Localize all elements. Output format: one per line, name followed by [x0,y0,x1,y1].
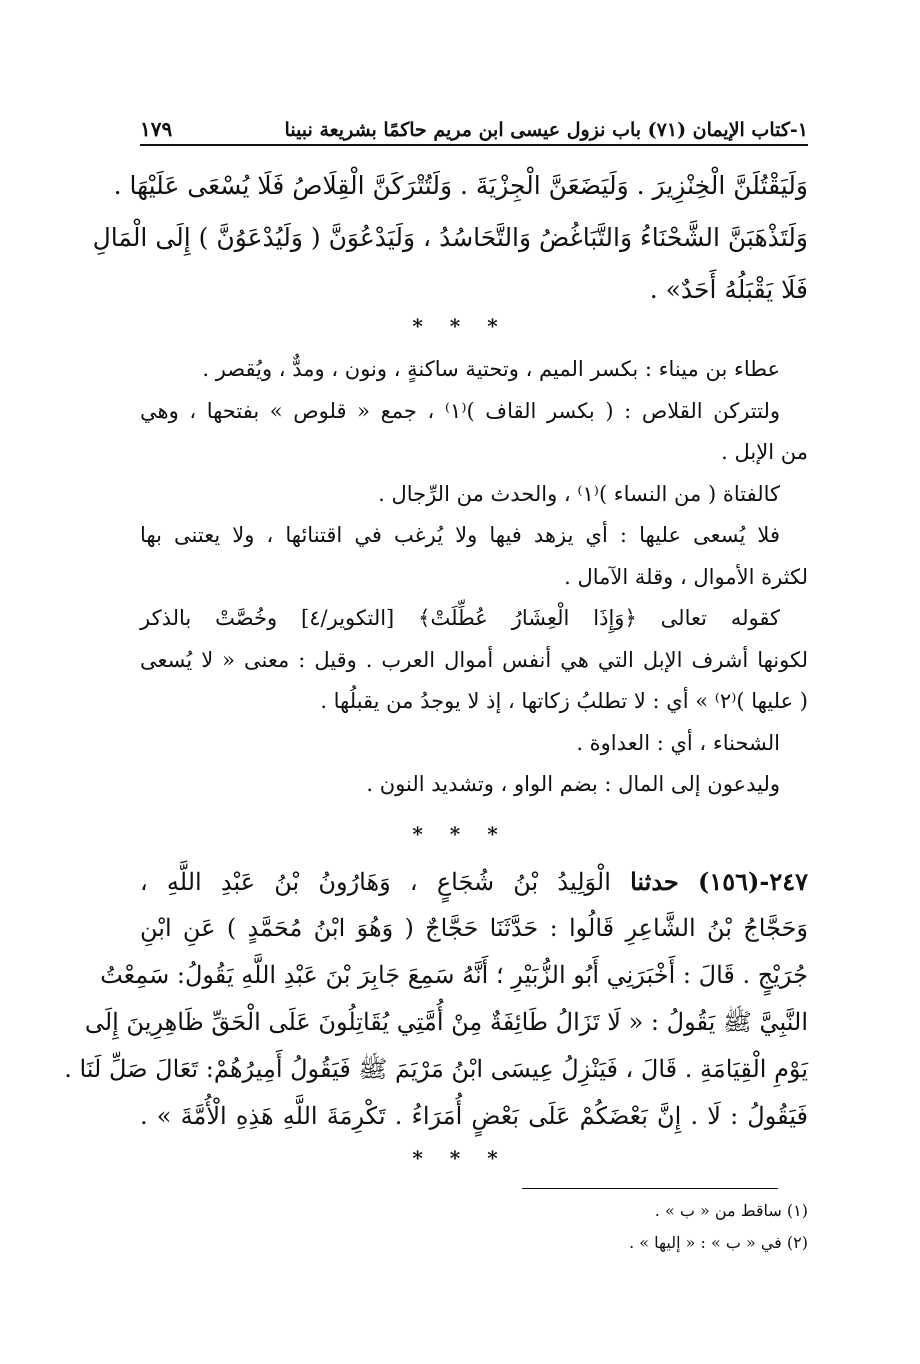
page-number: ١٧٩ [140,117,173,141]
note-line: عطاء بن ميناء : بكسر الميم ، وتحتية ساكنةٍ ، ونون ، ومدٌّ ، ويُقصر . [202,357,780,381]
text-line: فَيَقُولُ : لَا . إِنَّ بَعْضَكُمْ عَلَى بَعْضٍ أُمَرَاءُ . تَكْرِمَةَ اللَّهِ هَذِهِ الْأُمَّةَ » . [140,1102,808,1130]
note-line: ولتتركن القلاص : ( بكسر القاف )⁽١⁾ ، جمع « قلوص » بفتحها ، وهي [140,398,781,423]
hadith-text: الْوَلِيدُ بْنُ شُجَاعٍ ، وَهَارُونُ بْنُ عَبْدِ اللَّهِ ، [140,868,611,896]
note-line: فلا يُسعى عليها : أي يزهد فيها ولا يُرغب في اقتنائها ، ولا يعتنى بها [140,523,780,547]
text-line: وَلَيَقْتُلَنَّ الْخِنْزِيرَ . وَلَيَضَعَنَّ الْجِزْيَةَ . وَلَتُتْرَكَنَّ الْقِلَاصُ فَلَا يُسْعَى عَلَيْهَا . [113,171,808,200]
hadith-number: ٢٤٧-(١٥٦) [697,867,808,896]
note-line: ( عليها )⁽٢⁾ » أي : لا تطلبُ زكاتها ، إذ لا يوجدُ من يقبلُها . [320,689,808,713]
note-line: لكونها أشرف الإبل التي هي أنفس أموال العرب . وقيل : معنى « لا يُسعى [140,647,808,672]
hadith-247 [64,858,808,1140]
footnote: (٢) في « ب » : « إليها » . [629,1233,808,1252]
footnotes [629,1195,808,1259]
note-line: الشحناء ، أي : العداوة . [576,730,780,755]
note-line: وليدعون إلى المال : بضم الواو ، وتشديد النون . [366,772,780,796]
note-line: لكثرة الأموال ، وقلة الآمال . [564,564,808,589]
text-line: النَّبِيَّ ﷺ يَقُولُ : « لَا تَزَالُ طَائِفَةٌ مِنْ أُمَّتِي يُقَاتِلُونَ عَلَى الْحَقِّ ظَاهِرِينَ إِلَى [84,1008,808,1036]
running-title: ١-كتاب الإيمان (٧١) باب نزول عيسى ابن مريم حاكمًا بشريعة نبينا [284,119,808,141]
section-separator: * * * [412,822,508,846]
section-separator: * * * [412,1146,508,1170]
hadith-continuation [92,160,808,316]
section-separator: * * * [412,314,508,338]
text-line: فَلَا يَقْبَلُهُ أَحَدٌ» . [649,275,808,304]
text-line: وَلَتَذْهَبَنَّ الشَّحْنَاءُ وَالتَّبَاغُضُ وَالتَّحَاسُدُ ، وَلَيَدْعُوَنَّ ( وَلَيُدْعَوُنَّ ) إِلَى الْمَالِ [92,223,808,252]
commentary-notes [140,349,808,806]
note-line: كقوله تعالى ﴿وَإِذَا الْعِشَارُ عُطِّلَتْ﴾ [التكوير/٤] وخُصَّتْ بالذكر [140,606,781,630]
hadith-lead: حدثنا [630,867,679,896]
text-line: وَحَجَّاجُ بْنُ الشَّاعِرِ قَالُوا : حَدَّثَنَا حَجَّاجٌ ( وَهُوَ ابْنُ مُحَمَّدٍ ) عَنِ ابْنِ [140,914,808,942]
note-line: من الإبل . [721,440,808,464]
hadith-first-line [140,858,808,905]
text-line: جُرَيْجٍ . قَالَ : أَخْبَرَنِي أَبُو الزُّبَيْرِ ؛ أَنَّهُ سَمِعَ جَابِرَ بْنَ عَبْدِ اللَّهِ يَقُولُ: سَمِعْتُ [100,961,808,989]
running-header [140,112,808,146]
note-line: كالفتاة ( من النساء )⁽١⁾ ، والحدث من الرِّجال . [378,481,780,506]
text-line: يَوْمِ الْقِيَامَةِ . قَالَ ، فَيَنْزِلُ عِيسَى ابْنُ مَرْيَمَ ﷺ فَيَقُولُ أَمِيرُهُمْ: تَعَالَ صَلِّ لَنَا . [64,1055,808,1083]
footnote-rule [522,1188,778,1189]
footnote: (١) ساقط من « ب » . [654,1201,808,1220]
